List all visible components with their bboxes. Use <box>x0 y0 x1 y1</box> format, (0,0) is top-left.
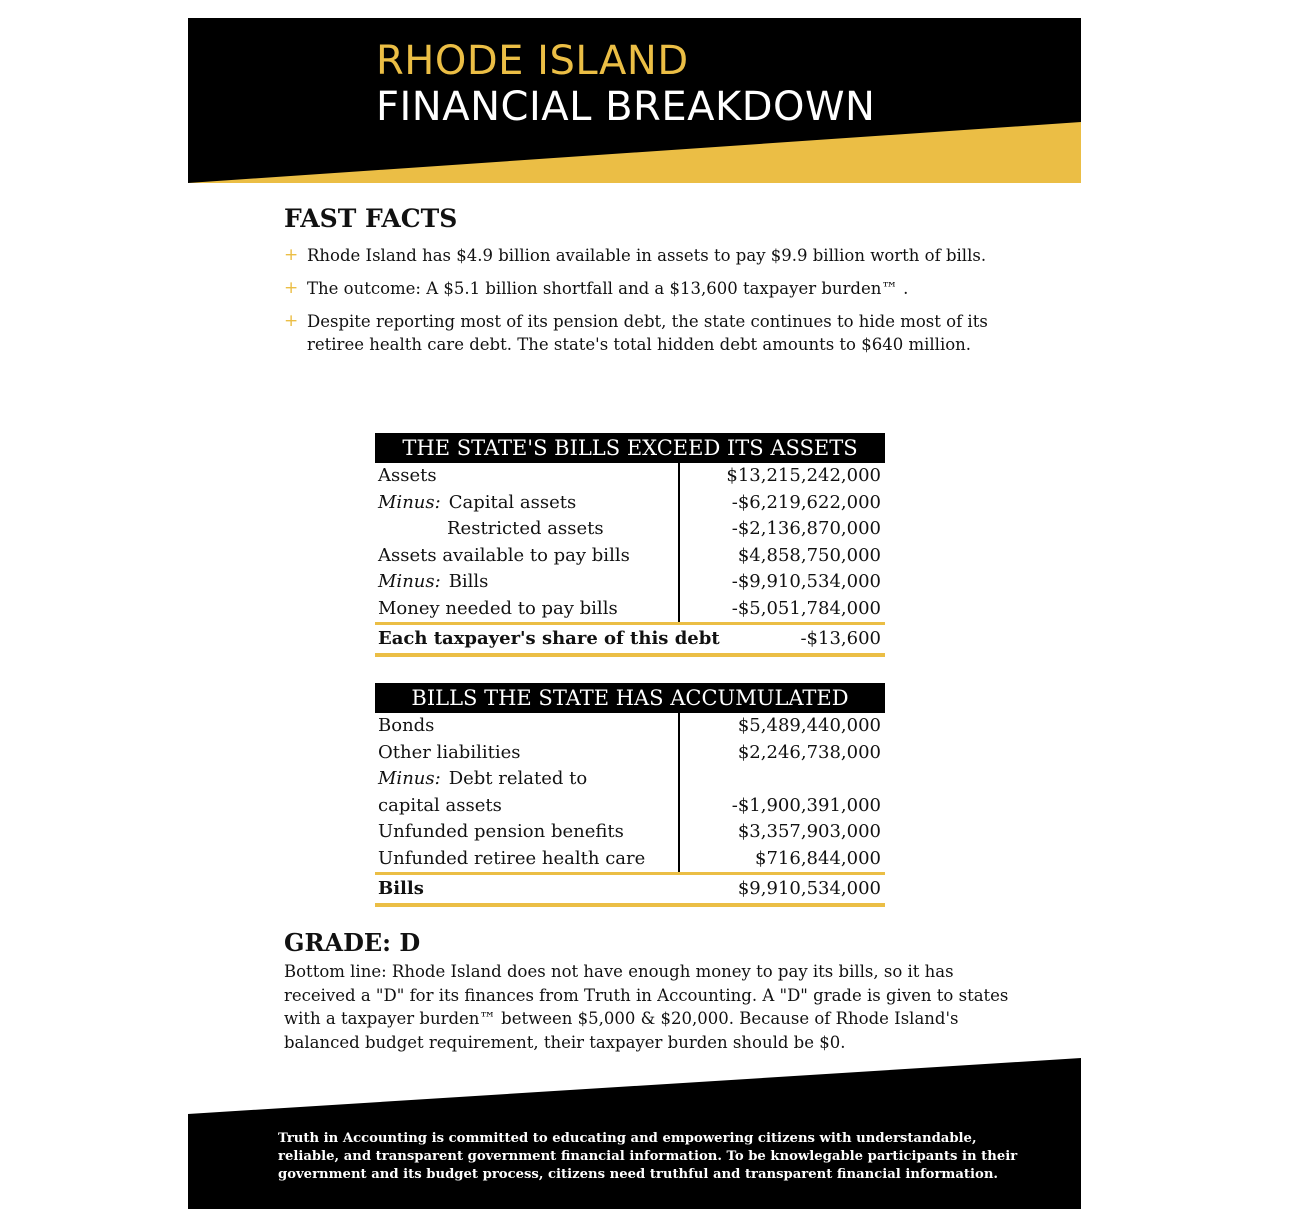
bills-table <box>375 683 885 907</box>
minus-prefix: Minus: <box>378 768 441 789</box>
footer-statement: Truth in Accounting is committed to educating and empowering citizens with understandable, reliable, and transparent government financial information. To be knowlegable participants in their government and its budget process, citizens need truthful and transparent financial information. <box>278 1131 1018 1182</box>
total-label: Each taxpayer's share of this debt <box>378 628 720 649</box>
row-label: Minus: Bills <box>378 571 489 592</box>
fact-text: Rhode Island has $4.9 billion available in assets to pay $9.9 billion worth of bills. <box>307 246 987 265</box>
row-label: Unfunded retiree health care <box>378 847 646 869</box>
row-value: -$9,910,534,000 <box>731 571 881 592</box>
row-label: Minus: Capital assets <box>378 491 577 513</box>
assets-table-title: THE STATE'S BILLS EXCEED ITS ASSETS <box>375 433 885 463</box>
row-value: $3,357,903,000 <box>737 821 881 842</box>
assets-table-body <box>375 463 885 657</box>
minus-prefix: Minus: <box>378 571 441 592</box>
table-row <box>375 490 885 517</box>
assets-table <box>375 433 885 657</box>
bills-table-title: BILLS THE STATE HAS ACCUMULATED <box>375 683 885 713</box>
row-value: -$6,219,622,000 <box>731 491 881 513</box>
row-value: -$2,136,870,000 <box>731 518 881 539</box>
title-line-2: FINANCIAL BREAKDOWN <box>376 84 876 130</box>
row-label: Unfunded pension benefits <box>378 821 624 842</box>
table-row <box>375 846 885 873</box>
table-row <box>375 740 885 767</box>
table-bottom-rule <box>375 653 885 657</box>
fact-text: Despite reporting most of its pension debt, the state continues to hide most of its retiree health care debt. The state's total hidden debt amounts to $640 million. <box>307 312 988 354</box>
row-label: Other liabilities <box>378 741 521 763</box>
fast-facts-heading: FAST FACTS <box>284 204 458 233</box>
table-row <box>375 766 885 819</box>
list-item <box>284 277 1014 300</box>
fast-facts-list <box>284 244 1014 366</box>
row-label: Assets <box>378 465 437 486</box>
row-value: $4,858,750,000 <box>737 544 881 566</box>
table-row <box>375 463 885 490</box>
row-value: $716,844,000 <box>755 847 881 869</box>
total-value: $9,910,534,000 <box>737 878 881 899</box>
minus-prefix: Minus: <box>378 491 441 513</box>
table-bottom-rule <box>375 903 885 907</box>
total-value: -$13,600 <box>800 628 881 649</box>
plus-bullet-icon: + <box>284 278 299 298</box>
row-label: Assets available to pay bills <box>378 544 630 566</box>
row-value: -$1,900,391,000 <box>731 794 881 816</box>
row-label: Bonds <box>378 715 435 736</box>
row-label: Restricted assets <box>447 518 604 539</box>
table-row <box>375 596 885 623</box>
row-value: $13,215,242,000 <box>726 465 881 486</box>
table-row <box>375 543 885 570</box>
row-label: Minus: Debt related to capital assets <box>378 768 588 816</box>
table-row <box>375 569 885 596</box>
table-row <box>375 516 885 543</box>
table-total-row <box>375 622 885 653</box>
footer-banner <box>188 1058 1081 1209</box>
grade-heading: GRADE: D <box>284 928 421 957</box>
row-value: $5,489,440,000 <box>737 715 881 736</box>
table-total-row <box>375 872 885 903</box>
total-label: Bills <box>378 878 424 899</box>
list-item <box>284 244 1014 267</box>
list-item <box>284 310 1014 356</box>
title-line-1: RHODE ISLAND <box>376 38 689 84</box>
row-value: -$5,051,784,000 <box>731 597 881 619</box>
row-label: Money needed to pay bills <box>378 597 618 619</box>
header-banner <box>188 18 1081 184</box>
fact-text: The outcome: A $5.1 billion shortfall and a $13,600 taxpayer burden™ . <box>307 279 909 298</box>
bills-table-body <box>375 713 885 907</box>
table-row <box>375 819 885 846</box>
row-value: $2,246,738,000 <box>737 741 881 763</box>
fact-sheet-page <box>188 18 1081 1209</box>
grade-paragraph: Bottom line: Rhode Island does not have enough money to pay its bills, so it has received a "D" for its finances from Truth in Accounting. A "D" grade is given to states with a taxpayer burden™ between $5,000 & $20,000. Because of Rhode Island's balanced budget requirement, their taxpayer burden should be $0. <box>284 962 1009 1052</box>
table-row <box>375 713 885 740</box>
plus-bullet-icon: + <box>284 245 299 265</box>
plus-bullet-icon: + <box>284 311 299 331</box>
